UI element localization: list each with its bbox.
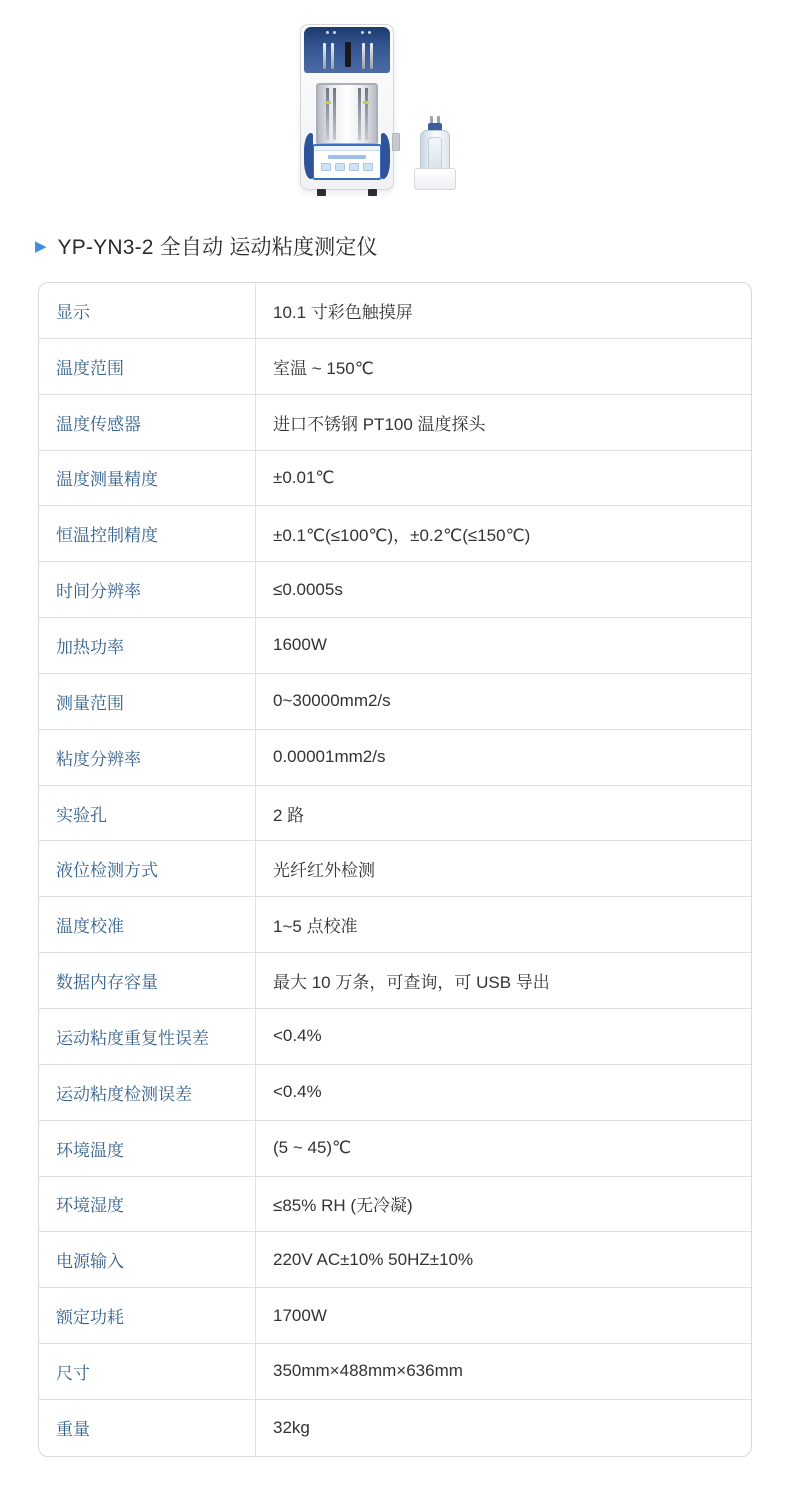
spec-label: 数据内存容量: [39, 953, 256, 1008]
spec-value: 1600W: [273, 635, 327, 655]
side-port: [392, 133, 400, 151]
product-image: [0, 0, 790, 215]
spec-label: 测量范围: [39, 674, 256, 729]
table-row: [39, 451, 751, 507]
bottle-inner-tube: [428, 137, 442, 171]
spec-label: 粘度分辨率: [39, 730, 256, 785]
tester-bath-window: [316, 83, 378, 145]
spec-value: 32kg: [273, 1417, 310, 1437]
probe-rod: [370, 43, 373, 69]
screen-button: [321, 163, 331, 171]
spec-label: 显示: [39, 283, 256, 338]
viscometer-tube: [326, 88, 329, 140]
spec-label: 实验孔: [39, 786, 256, 841]
spec-label: 重量: [39, 1400, 256, 1456]
table-row: [39, 1065, 751, 1121]
spec-table-body: [39, 283, 751, 1456]
center-probe-rod: [345, 42, 351, 67]
spec-value: <0.4%: [273, 1082, 322, 1102]
spec-label: 时间分辨率: [39, 562, 256, 617]
bottle-base: [414, 168, 456, 190]
spec-value: ±0.01℃: [273, 467, 335, 487]
spec-label: 恒温控制精度: [39, 506, 256, 561]
sample-bottle-illustration: [414, 118, 456, 190]
spec-value: ≤0.0005s: [273, 579, 343, 599]
table-row: [39, 283, 751, 339]
page-title: YP-YN3-2 全自动 运动粘度测定仪: [57, 236, 378, 259]
screen-button: [363, 163, 373, 171]
bullet-triangle-icon: ▶: [35, 237, 47, 255]
product-title-row: [35, 231, 790, 261]
spec-value: 0.00001mm2/s: [273, 747, 386, 767]
table-row: [39, 1232, 751, 1288]
cap-dot: [361, 31, 364, 34]
table-row: [39, 730, 751, 786]
spec-value: 光纤红外检测: [273, 861, 375, 881]
spec-value: 350mm×488mm×636mm: [273, 1361, 463, 1381]
spec-value: ≤85% RH (无冷凝): [273, 1196, 413, 1216]
cap-dot: [368, 31, 371, 34]
screen-buttons: [314, 163, 380, 171]
cap-dot: [326, 31, 329, 34]
table-row: [39, 339, 751, 395]
spec-value: 0~30000mm2/s: [273, 691, 391, 711]
spec-value: 最大 10 万条，可查询，可 USB 导出: [273, 973, 550, 993]
probe-rod: [323, 43, 326, 69]
spec-table: [38, 282, 752, 1457]
spec-label: 加热功率: [39, 618, 256, 673]
spec-label: 温度校准: [39, 897, 256, 952]
table-row: [39, 674, 751, 730]
spec-value: (5 ~ 45)℃: [273, 1138, 352, 1158]
spec-value: 进口不锈钢 PT100 温度探头: [273, 414, 486, 434]
tube-mark: [363, 101, 369, 104]
spec-label: 电源输入: [39, 1232, 256, 1287]
cap-dot: [333, 31, 336, 34]
spec-value: 1~5 点校准: [273, 917, 358, 937]
table-row: [39, 897, 751, 953]
table-row: [39, 618, 751, 674]
spec-label: 尺寸: [39, 1344, 256, 1399]
spec-label: 温度范围: [39, 339, 256, 394]
tester-touchscreen: [312, 144, 382, 180]
table-row: [39, 1344, 751, 1400]
table-row: [39, 841, 751, 897]
viscometer-tube: [358, 88, 361, 140]
spec-label: 环境湿度: [39, 1177, 256, 1232]
spec-value: <0.4%: [273, 1026, 322, 1046]
spec-value: 室温 ~ 150℃: [273, 358, 374, 378]
spec-label: 液位检测方式: [39, 841, 256, 896]
table-row: [39, 506, 751, 562]
table-row: [39, 395, 751, 451]
spec-label: 运动粘度重复性误差: [39, 1009, 256, 1064]
tube-mark: [325, 101, 331, 104]
spec-value: ±0.1℃(≤100℃)，±0.2℃(≤150℃): [273, 526, 531, 546]
spec-label: 温度传感器: [39, 395, 256, 450]
table-row: [39, 1009, 751, 1065]
screen-button: [349, 163, 359, 171]
spec-value: 10.1 寸彩色触摸屏: [273, 302, 413, 322]
tester-blue-cap: [304, 27, 390, 73]
screen-button: [335, 163, 345, 171]
table-row: [39, 562, 751, 618]
viscometer-tube: [365, 88, 368, 140]
screen-statusbar: [314, 146, 380, 151]
table-row: [39, 953, 751, 1009]
table-row: [39, 1400, 751, 1456]
viscosity-tester-illustration: [300, 24, 394, 190]
viscometer-tube: [333, 88, 336, 140]
spec-value: 2 路: [273, 805, 305, 825]
table-row: [39, 786, 751, 842]
tester-foot: [368, 189, 377, 196]
screen-title-bar: [328, 155, 366, 159]
blue-side-accent: [381, 133, 390, 179]
spec-value: 220V AC±10% 50HZ±10%: [273, 1249, 474, 1269]
table-row: [39, 1288, 751, 1344]
blue-side-accent: [304, 133, 313, 179]
spec-label: 温度测量精度: [39, 451, 256, 506]
spec-value: 1700W: [273, 1305, 327, 1325]
table-row: [39, 1177, 751, 1233]
probe-rod: [362, 43, 365, 69]
table-row: [39, 1121, 751, 1177]
spec-label: 额定功耗: [39, 1288, 256, 1343]
spec-label: 环境温度: [39, 1121, 256, 1176]
spec-label: 运动粘度检测误差: [39, 1065, 256, 1120]
probe-rod: [331, 43, 334, 69]
tester-foot: [317, 189, 326, 196]
